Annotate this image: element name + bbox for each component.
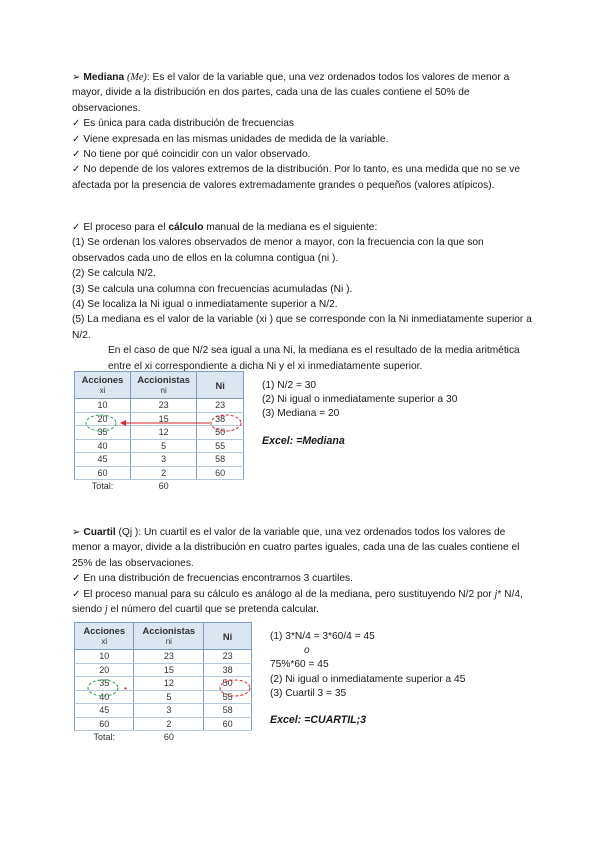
mediana-symbol: (Me) <box>127 72 147 83</box>
table-row: 35 12 50 <box>75 677 252 691</box>
table-row: 20 15 38 <box>75 412 244 426</box>
table-row: 45 3 58 <box>75 704 252 718</box>
table-total-row: Total: 60 <box>93 732 174 742</box>
cuartil-term: Cuartil <box>83 527 116 538</box>
proceso-step-2: (2) Se calcula N/2. <box>72 268 156 280</box>
mediana-side-line-3: (3) Mediana = 20 <box>262 408 340 420</box>
mediana-definition-text: : Es el valor de la variable que, una vez ordenados todos los valores de menor a mayor, divide a la distribución en dos partes, cada una de las cuales contiene el 50% de observaciones. <box>72 72 510 114</box>
table-row: 35 12 50 <box>75 426 244 440</box>
table-row: 10 23 23 <box>75 650 252 664</box>
cuartil-side-line-2: 75%*60 = 45 <box>270 659 329 671</box>
cuartil-side-line-3: (2) Ni igual o inmediatamente superior a 45 <box>270 673 466 685</box>
cuartil-excel-formula: Excel: =CUARTIL;3 <box>270 714 367 727</box>
mediana-side-notes <box>262 379 542 448</box>
proceso-step-1: (1) Se ordenan los valores observados de menor a mayor, con la frecuencia con la que son observados cada uno de ellos en la columna contigua (ni ). <box>72 237 484 264</box>
mediana-side-line-1: (1) N/2 = 30 <box>262 380 317 391</box>
proceso-bold: cálculo <box>168 222 204 233</box>
mediana-check-4: ✓ No depende de los valores extremos de la distribución. Por lo tanto, es una medida que no se ve afectada por la presencia de valores extremadamente grandes o pequeños (valores atípicos). <box>72 164 520 191</box>
mediana-frequency-table <box>74 371 244 493</box>
table-row: 40 5 55 <box>75 439 244 453</box>
cuartil-side-line-4: (3) Cuartil 3 = 35 <box>270 687 347 699</box>
cuartil-check-1: ✓ En una distribución de frecuencias encontramos 3 cuartiles. <box>72 573 353 585</box>
mediana-check-2: ✓ Viene expresada en las mismas unidades de medida de la variable. <box>72 133 389 145</box>
mediana-term: Mediana <box>83 72 125 83</box>
cuartil-side-notes <box>270 630 550 727</box>
proceso-step-3: (3) Se calcula una columna con frecuencias acumuladas (Ni ). <box>72 283 353 295</box>
header-acciones: Acciones xi <box>75 623 134 650</box>
proceso-step-4: (4) Se localiza la Ni igual o inmediatamente superior a N/2. <box>72 299 338 311</box>
table-row: 10 23 23 <box>75 399 244 413</box>
proceso-note: En el caso de que N/2 sea igual a una Ni, la mediana es el resultado de la media aritmética entre el xi correspondiente a dicha Ni y el xi inmediatamente superior. <box>108 345 520 372</box>
cuartil-check-2: ✓ El proceso manual para su cálculo es análogo al de la mediana, pero sustituyendo N/2 por j* N/4, siendo j el número del cuartil que se pretenda calcular. <box>72 588 523 616</box>
cuartil-definition <box>72 525 532 571</box>
arrow-bullet-icon: ➢ <box>72 72 81 83</box>
proceso-step-5: (5) La mediana es el valor de la variable (xi ) que se corresponde con la Ni inmediatamente superior a N/2. <box>72 314 532 341</box>
table-row: 20 15 38 <box>75 663 252 677</box>
header-Ni: Ni <box>204 623 252 650</box>
mediana-excel-formula: Excel: =Mediana <box>262 434 345 447</box>
cuartil-side-line-1: (1) 3*N/4 = 3*60/4 = 45 <box>270 631 375 642</box>
cuartil-definition-text: Un cuartil es el valor de la variable que, una vez ordenados todos los valores de menor a mayor, divide a la distribución en cuatro partes iguales, cada una de las cuales contiene el 25% de las observaciones. <box>72 527 520 569</box>
proceso-intro: ✓ El proceso para el cálculo manual de la mediana es el siguiente: <box>72 222 378 233</box>
header-accionistas: Accionistas ni <box>131 372 197 399</box>
mediana-check-3: ✓ No tiene por qué coincidir con un valor observado. <box>72 149 311 161</box>
table-row: 60 2 60 <box>75 466 244 480</box>
header-accionistas: Accionistas ni <box>134 623 204 650</box>
cuartil-side-or: o <box>304 645 310 657</box>
header-acciones: Acciones xi <box>75 372 131 399</box>
cuartil-symbol: (Qj ): <box>118 527 142 538</box>
header-Ni: Ni <box>197 372 244 399</box>
mediana-side-line-2: (2) Ni igual o inmediatamente superior a 30 <box>262 394 458 406</box>
mediana-definition <box>72 70 532 116</box>
cuartil-frequency-table <box>74 622 252 744</box>
table-total-row: Total: 60 <box>91 481 169 491</box>
table-row: 45 3 58 <box>75 453 244 467</box>
mediana-proceso-section <box>72 220 532 374</box>
mediana-section <box>72 70 532 193</box>
arrow-bullet-icon: ➢ <box>72 527 81 538</box>
table-row: 40 5 55 <box>75 690 252 704</box>
mediana-check-1: ✓ Es única para cada distribución de frecuencias <box>72 118 295 130</box>
table-row: 60 2 60 <box>75 717 252 731</box>
cuartil-section <box>72 525 532 617</box>
red-dot-mark: • <box>124 684 127 693</box>
